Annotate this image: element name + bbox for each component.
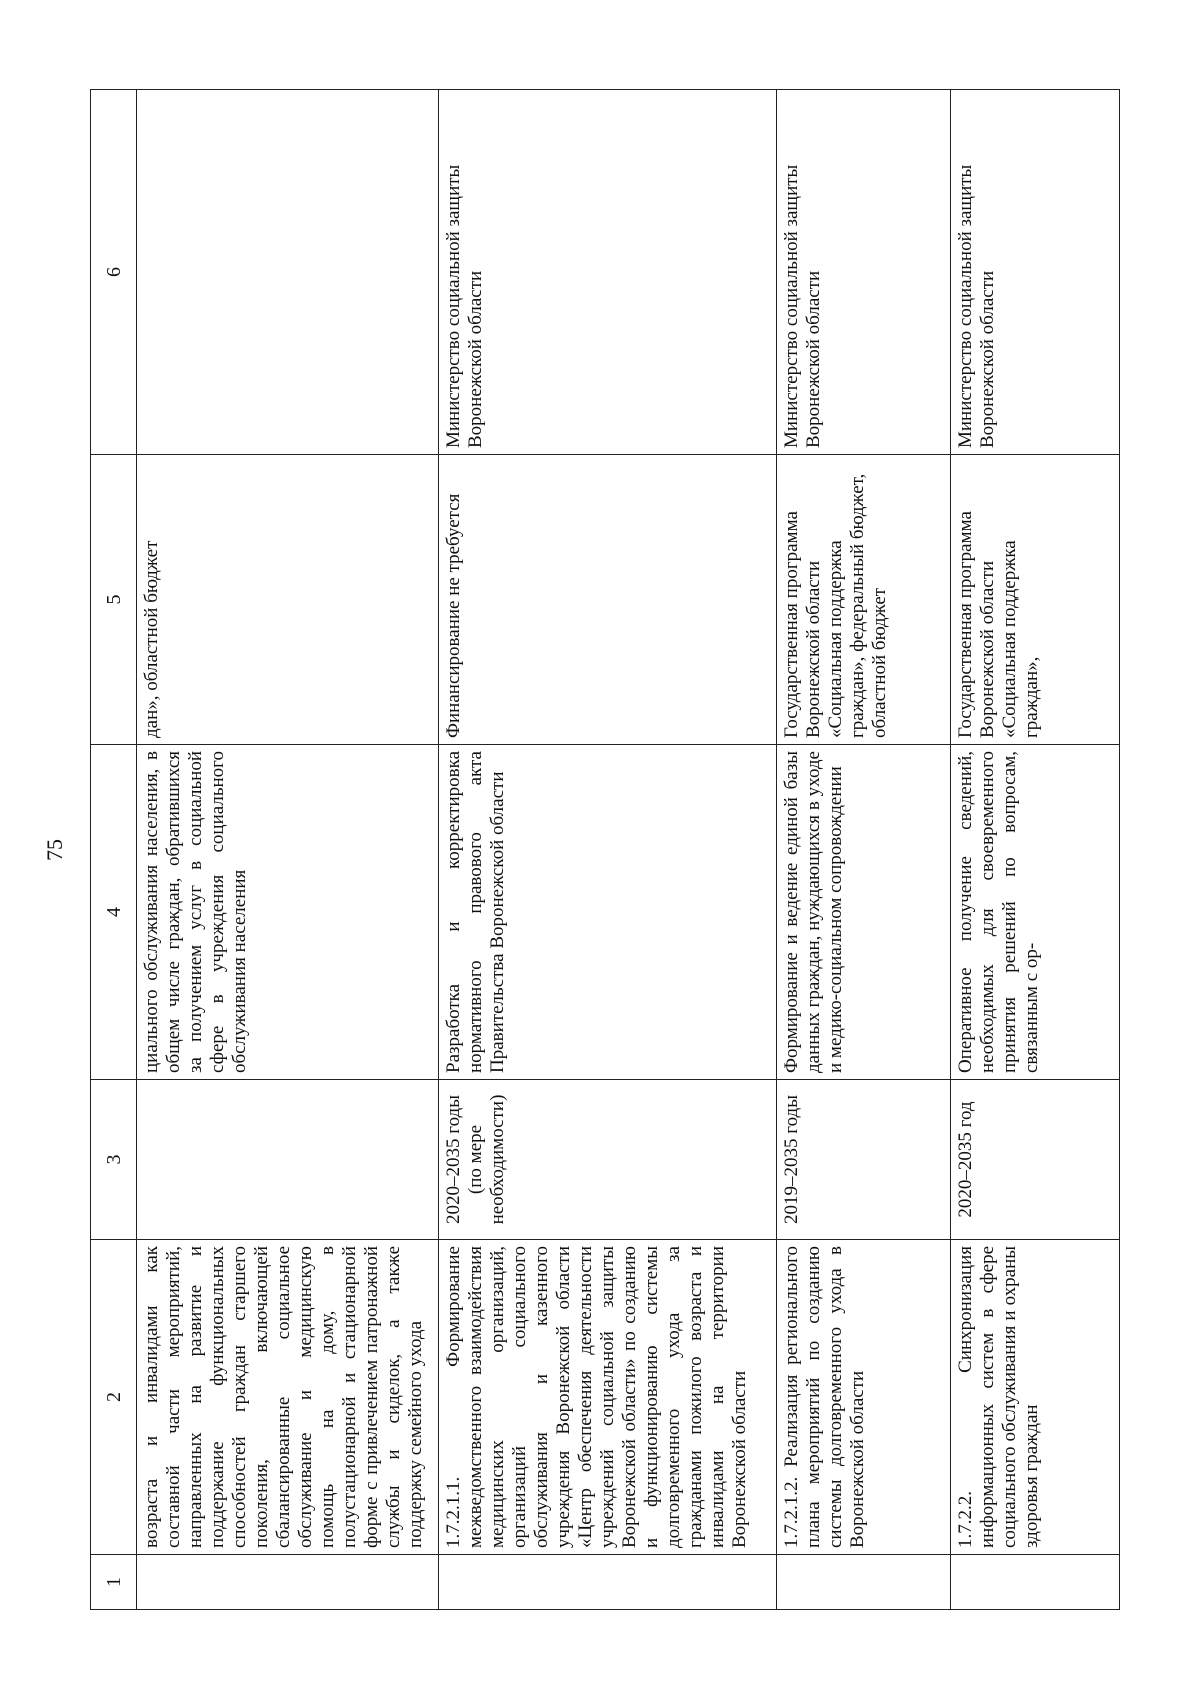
cell-result: Разработка и корректировка нормативного правового акта Правительства Воронежской области: [439, 745, 777, 1080]
cell-funding: Финансирование не требуется: [439, 455, 777, 745]
cell-funding: дан», областной бюджет: [137, 455, 439, 745]
table-row: [776, 90, 950, 1610]
header-col-1: 1: [91, 1555, 137, 1610]
header-col-4: 4: [91, 745, 137, 1080]
header-col-3: 3: [91, 1080, 137, 1240]
cell-period: 2020–2035 годы (по мере необходимости): [439, 1080, 777, 1240]
cell-result: Формирование и ведение единой базы данных граждан, нуждающихся в уходе и медико-социальном сопровождении: [776, 745, 950, 1080]
cell-number: [776, 1555, 950, 1610]
cell-executor: Министерство социальной защиты Воронежской области: [951, 90, 1120, 455]
cell-result: Оперативное получение сведений, необходимых для своевременного принятия решений по вопросам, связанным с ор-: [951, 745, 1120, 1080]
cell-result: циального обслуживания населения, в общем числе граждан, обратившихся за получением услуг в социальной сфере в учреждения социального обслуживания населения: [137, 745, 439, 1080]
cell-funding: Государственная программа Воронежской области «Социальная поддержка граждан», федеральный бюджет, областной бюджет: [776, 455, 950, 745]
cell-executor: [137, 90, 439, 455]
rotated-table-container: [90, 90, 1120, 1610]
cell-period: 2020–2035 год: [951, 1080, 1120, 1240]
header-col-2: 2: [91, 1240, 137, 1555]
table-row: [951, 90, 1120, 1610]
cell-period: 2019–2035 годы: [776, 1080, 950, 1240]
cell-measure: 1.7.2.1.1. Формирование межведомственного взаимодействия медицинских организаций, организаций социального обслуживания и казенного учреждения Воронежской области «Центр обеспечения деятельности учреждений социальной защиты Воронежской области» по созданию и функционированию системы долговременного ухода за гражданами пожилого возраста и инвалидами на территории Воронежской области: [439, 1240, 777, 1555]
cell-funding: Государственная программа Воронежской области «Социальная поддержка граждан»,: [951, 455, 1120, 745]
cell-measure: 1.7.2.1.2. Реализация регионального плана мероприятий по созданию системы долговременного ухода в Воронежской области: [776, 1240, 950, 1555]
cell-measure: возраста и инвалидами как составной части мероприятий, направленных на развитие и поддержание функциональных способностей граждан старшего поколения, включающей сбалансированные социальное обслуживание и медицинскую помощь на дому, в полустационарной и стационарной форме с привлечением патронажной службы и сиделок, а также поддержку семейного ухода: [137, 1240, 439, 1555]
cell-executor: Министерство социальной защиты Воронежской области: [439, 90, 777, 455]
header-row: [91, 90, 137, 1610]
measures-table: [90, 89, 1120, 1610]
cell-number: [951, 1555, 1120, 1610]
page-number: 75: [42, 839, 67, 861]
header-col-6: 6: [91, 90, 137, 455]
cell-number: [439, 1555, 777, 1610]
cell-period: [137, 1080, 439, 1240]
cell-executor: Министерство социальной защиты Воронежской области: [776, 90, 950, 455]
cell-number: [137, 1555, 439, 1610]
table-row: [137, 90, 439, 1610]
table-row: [439, 90, 777, 1610]
cell-measure: 1.7.2.2. Синхронизация информационных систем в сфере социального обслуживания и охраны здоровья граждан: [951, 1240, 1120, 1555]
header-col-5: 5: [91, 455, 137, 745]
